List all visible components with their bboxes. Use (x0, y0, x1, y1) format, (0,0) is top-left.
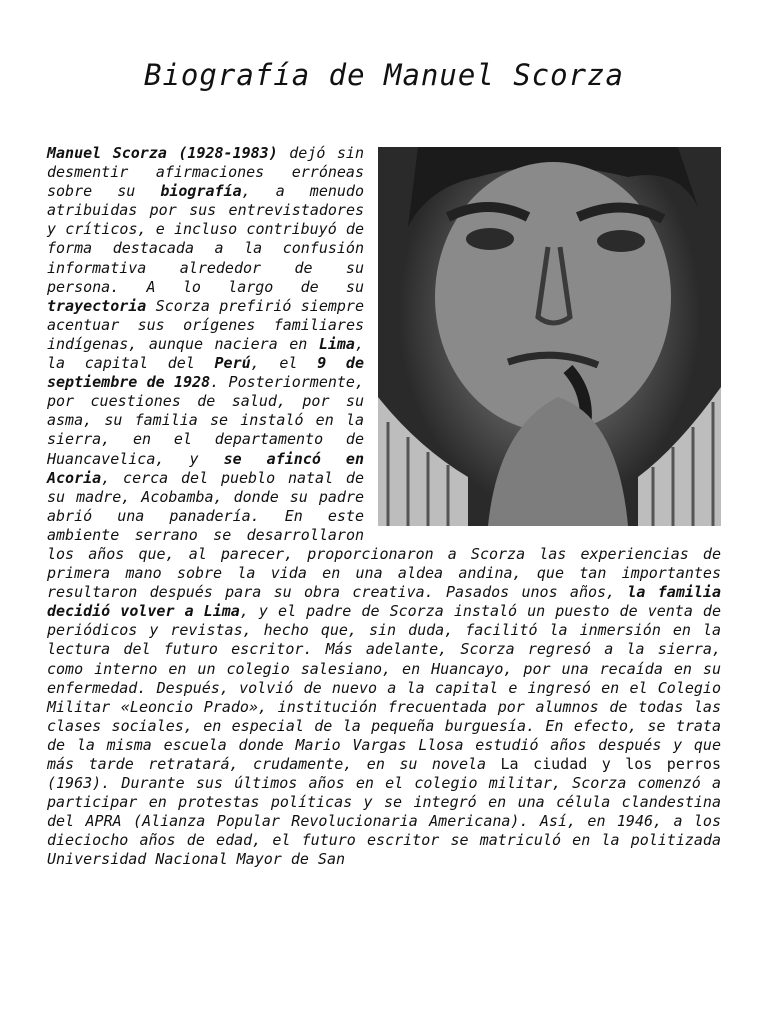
bio-segment: , y el padre de Scorza instaló un puesto de venta de periódicos y revistas, hecho que, sin duda, facilitó la inmersión en la lectura del futuro escritor. Más adelante, Scorza regresó a la sierra, como interno en un colegio salesiano, en Huancayo, por una recaída en su enfermedad. Después, volvió de nuevo a la capital e ingresó en el Colegio Militar «Leoncio Prado», institución frecuentada por alumnos de todas las clases sociales, en especial de la pequeña burguesía. En efecto, se trata de la misma escuela donde Mario Vargas Llosa estudió años después y que más tarde retratará, crudamente, en su novela (47, 602, 721, 773)
bio-bold-term: se afincó en Acoria (47, 449, 364, 487)
bio-segment: Scorza prefirió siempre acentuar sus orígenes familiares indígenas, aunque naciera en (47, 296, 364, 353)
bio-segment: , el (250, 354, 318, 373)
novel-title: La ciudad y los perros (500, 755, 721, 773)
bio-bold-term: Lima (318, 334, 355, 353)
bio-segment: dejó sin desmentir afirmaciones erróneas sobre su (47, 144, 364, 201)
bio-bold-term: la familia decidió volver a Lima (47, 583, 721, 621)
bio-bold-term: trayectoria (47, 296, 147, 315)
author-portrait-photo (378, 147, 721, 526)
bio-segment: . Posteriormente, por cuestiones de salud, por su asma, su familia se instaló en la sierra, en el departamento de Huancavelica, y (47, 373, 364, 468)
author-name-dates: Manuel Scorza (1928-1983) (47, 144, 278, 162)
bio-segment: , a menudo atribuidas por sus entrevistadores y críticos, e incluso contribuyó de forma destacada a la confusión informativa alrededor de su persona. A lo largo de su (47, 182, 364, 296)
page-title: Biografía de Manuel Scorza (144, 58, 624, 92)
portrait-illustration (378, 147, 721, 526)
bio-bold-term: biografía (160, 182, 242, 201)
bio-bold-term: 9 de septiembre de 1928 (47, 354, 364, 392)
bio-segment: , cerca del pueblo natal de su madre, Acobamba, donde su padre abrió una panadería. En este ambiente serrano se desarrollaron los años que, al parecer, proporcionaron a Scorza las experiencias de primera mano sobre la vida en una aldea andina, que tan importantes resultaron después para su obra creativa. Pasados unos años, (47, 468, 721, 602)
bio-bold-term: Perú (214, 354, 251, 373)
biography-text (47, 144, 721, 870)
bio-segment: , la capital del (47, 334, 364, 373)
bio-segment: (1963). Durante sus últimos años en el colegio militar, Scorza comenzó a participar en protestas políticas y se integró en una célula clandestina del APRA (Alianza Popular Revolucionaria Americana). Así, en 1946, a los dieciocho años de edad, el futuro escritor se matriculó en la politizada Universidad Nacional Mayor de San (47, 774, 721, 869)
